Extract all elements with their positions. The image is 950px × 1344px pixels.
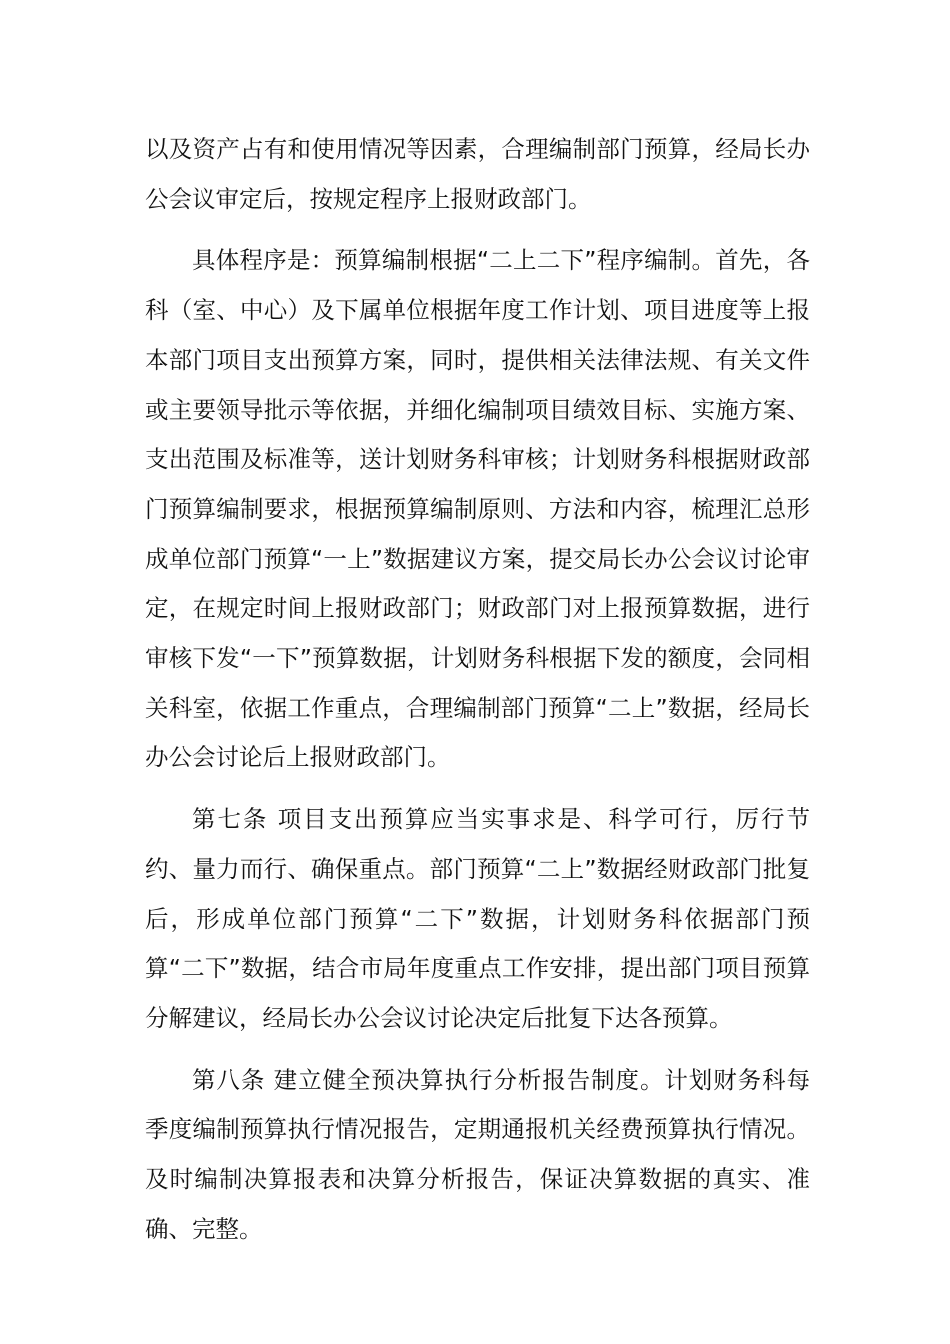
document-body	[145, 125, 810, 1266]
paragraph-procedure: 具体程序是：预算编制根据“二上二下”程序编制。首先，各科（室、中心）及下属单位根据年度工作计划、项目进度等上报本部门项目支出预算方案，同时，提供相关法律法规、有关文件或主要领导批示等依据，并细化编制项目绩效目标、实施方案、支出范围及标准等，送计划财务科审核；计划财务科根据财政部门预算编制要求，根据预算编制原则、方法和内容，梳理汇总形成单位部门预算“一上”数据建议方案，提交局长办公会议讨论审定，在规定时间上报财政部门；财政部门对上报预算数据，进行审核下发“一下”预算数据，计划财务科根据下发的额度，会同相关科室，依据工作重点，合理编制部门预算“二上”数据，经局长办公会讨论后上报财政部门。	[145, 246, 810, 772]
paragraph-continued: 以及资产占有和使用情况等因素，合理编制部门预算，经局长办公会议审定后，按规定程序上报财政部门。	[145, 135, 810, 213]
paragraph-article-8: 第八条 建立健全预决算执行分析报告制度。计划财务科每季度编制预算执行情况报告，定期通报机关经费预算执行情况。及时编制决算报表和决算分析报告，保证决算数据的真实、准确、完整。	[145, 1065, 810, 1243]
paragraph-article-7: 第七条 项目支出预算应当实事求是、科学可行，厉行节约、量力而行、确保重点。部门预算“二上”数据经财政部门批复后，形成单位部门预算“二下”数据，计划财务科依据部门预算“二下”数据，结合市局年度重点工作安排，提出部门项目预算分解建议，经局长办公会议讨论决定后批复下达各预算。	[145, 805, 810, 1032]
